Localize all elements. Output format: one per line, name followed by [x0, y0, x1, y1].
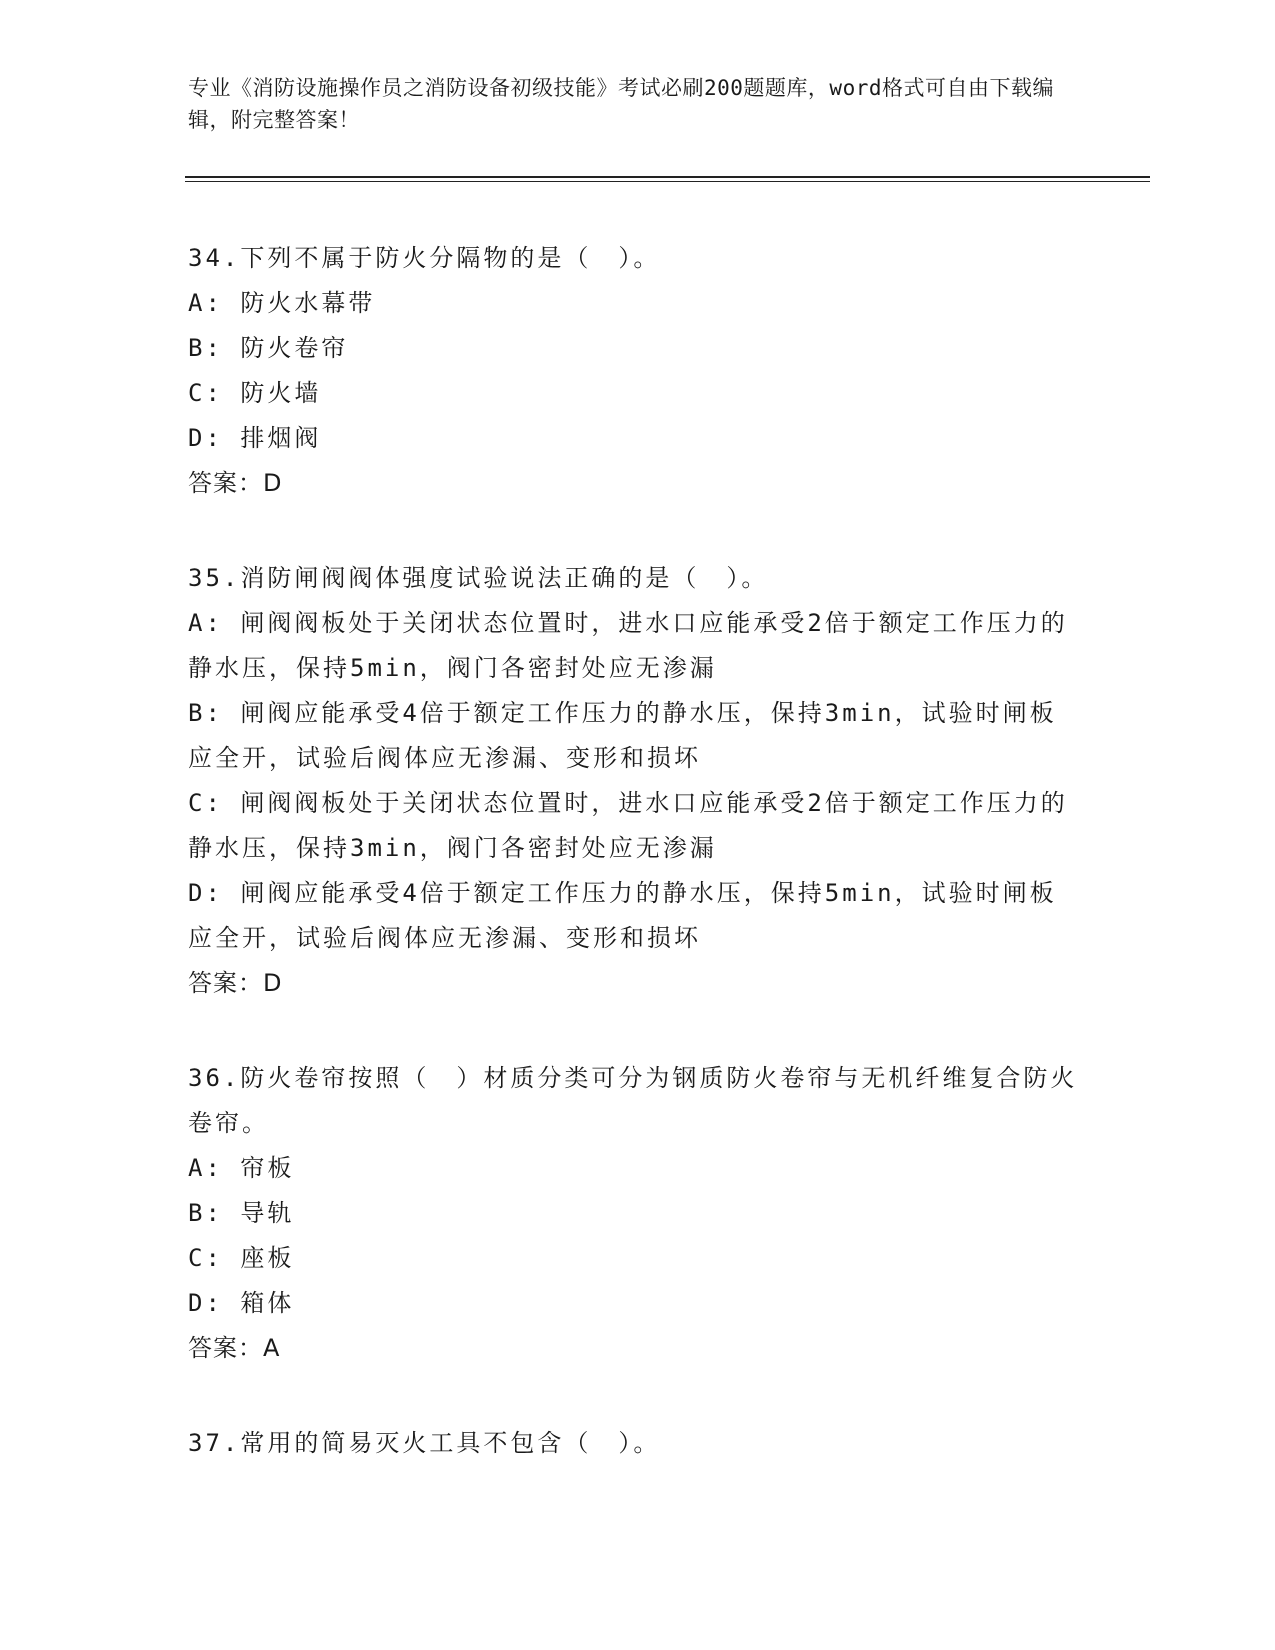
- option-a: A: 防火水幕带: [188, 289, 376, 317]
- option-a: A: 帘板: [188, 1154, 295, 1182]
- option-b: B: 防火卷帘: [188, 334, 349, 362]
- question-36: [188, 1056, 1078, 1371]
- question-stem: 34.下列不属于防火分隔物的是（ ）。: [188, 244, 661, 272]
- option-c: C: 闸阀阀板处于关闭状态位置时，进水口应能承受2倍于额定工作压力的静水压，保持3min，阀门各密封处应无渗漏: [188, 789, 1068, 862]
- answer: 答案：A: [188, 1334, 281, 1362]
- question-list: [188, 236, 1078, 1516]
- option-d: D: 闸阀应能承受4倍于额定工作压力的静水压，保持5min，试验时闸板应全开，试验后阀体应无渗漏、变形和损坏: [188, 879, 1057, 952]
- document-header: 专业《消防设施操作员之消防设备初级技能》考试必刷200题题库，word格式可自由下载编辑，附完整答案！: [188, 76, 1054, 132]
- question-stem: 36.防火卷帘按照（ ）材质分类可分为钢质防火卷帘与无机纤维复合防火卷帘。: [188, 1064, 1078, 1137]
- option-c: C: 座板: [188, 1244, 295, 1272]
- question-37: [188, 1421, 1078, 1466]
- header-divider-thin: [185, 181, 1150, 182]
- option-b: B: 闸阀应能承受4倍于额定工作压力的静水压，保持3min，试验时闸板应全开，试验后阀体应无渗漏、变形和损坏: [188, 699, 1057, 772]
- option-d: D: 排烟阀: [188, 424, 322, 452]
- question-34: [188, 236, 1078, 506]
- option-d: D: 箱体: [188, 1289, 295, 1317]
- answer: 答案：D: [188, 469, 283, 497]
- question-stem: 37.常用的简易灭火工具不包含（ ）。: [188, 1429, 661, 1457]
- option-b: B: 导轨: [188, 1199, 295, 1227]
- answer: 答案：D: [188, 969, 283, 997]
- question-35: [188, 556, 1078, 1006]
- option-c: C: 防火墙: [188, 379, 322, 407]
- option-a: A: 闸阀阀板处于关闭状态位置时，进水口应能承受2倍于额定工作压力的静水压，保持5min，阀门各密封处应无渗漏: [188, 609, 1068, 682]
- question-stem: 35.消防闸阀阀体强度试验说法正确的是（ ）。: [188, 564, 769, 592]
- header-divider-thick: [185, 176, 1150, 178]
